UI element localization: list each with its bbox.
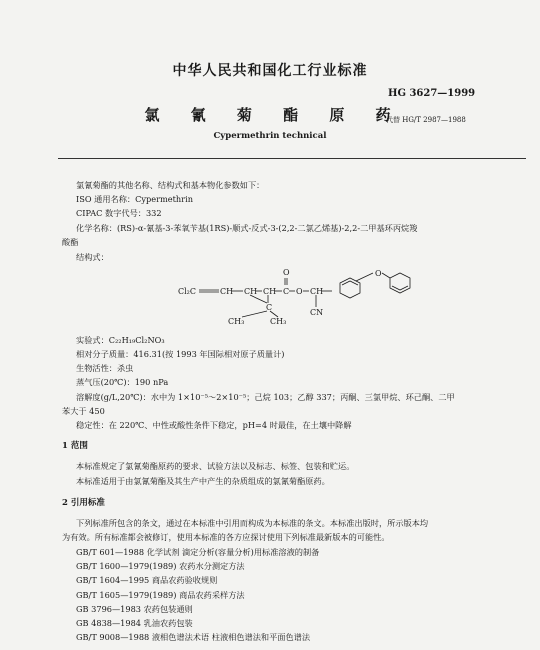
chemical-name-cont: 酸酯 (62, 237, 79, 247)
bio-activity: 生物活性：杀虫 (76, 363, 134, 373)
scope-paragraph: 本标准规定了氯氰菊酯原药的要求、试验方法以及标志、标签、包装和贮运。 (76, 461, 355, 471)
formula-ring-ch: CH (263, 287, 277, 296)
formula-quat-c: C (266, 303, 273, 312)
formula-ether-o: O (375, 269, 382, 278)
formula-ester-o: O (296, 287, 303, 296)
scope-paragraph: 本标准适用于由氯氰菊酯及其生产中产生的杂质组成的氯氰菊酯原药。 (76, 476, 330, 486)
formula-ch1: CH (220, 287, 234, 296)
formula-ch2: CH (244, 287, 258, 296)
solubility: 溶解度(g/L,20℃)：水中为 1×10⁻⁵～2×10⁻⁵；己烷 103；乙醇 337；丙酮、三氯甲烷、环己酮、二甲 (76, 392, 455, 402)
reference-item: GB 4838—1984 乳油农药包装 (76, 618, 193, 628)
cipac-code: CIPAC 数字代号：332 (76, 208, 162, 218)
replaces-note: 代替 HG/T 2987—1988 (386, 116, 466, 124)
reference-item: GB/T 9008—1988 液相色谱法术语 柱液相色谱法和平面色谱法 (76, 632, 311, 642)
structural-formula (170, 262, 420, 332)
vapor-pressure: 蒸气压(20℃)：190 nPa (76, 377, 169, 387)
standard-code: HG 3627—1999 (388, 88, 476, 99)
english-title: Cypermethrin technical (213, 131, 327, 141)
references-paragraph-cont: 为有效。所有标准都会被修订，使用本标准的各方应探讨使用下列标准最新版本的可能性。 (62, 532, 390, 542)
formula-cn: CN (310, 308, 324, 317)
document-title: 氯 氰 菊 酯 原 药 (144, 106, 396, 124)
chemical-name: 化学名称：(RS)-α-氰基-3-苯氧苄基(1RS)-顺式-反式-3-(2,2-二氯乙烯基)-2,2-二甲基环丙烷羧 (76, 223, 418, 233)
reference-item: GB/T 601—1988 化学试剂 滴定分析(容量分析)用标准溶液的制备 (76, 547, 320, 557)
intro-line: 氯氰菊酯的其他名称、结构式和基本物化参数如下： (76, 180, 265, 190)
stability: 稳定性：在 220℃、中性或酸性条件下稳定，pH=4 时最佳，在土壤中降解 (76, 420, 352, 430)
solubility-cont: 苯大于 450 (62, 406, 105, 416)
empirical-formula: 实验式：C₂₂H₁₉Cl₂NO₃ (76, 335, 165, 345)
section-heading-scope: 1 范围 (62, 441, 88, 451)
iso-name: ISO 通用名称：Cypermethrin (76, 194, 193, 204)
formula-cyano-ch: CH (310, 287, 324, 296)
formula-ch3-left: CH₃ (228, 317, 245, 326)
formula-ch3-right: CH₃ (270, 317, 287, 326)
formula-carbonyl-o: O (283, 268, 290, 277)
references-paragraph: 下列标准所包含的条文，通过在本标准中引用而构成为本标准的条文。本标准出版时，所示版本均 (76, 518, 429, 528)
standard-category-title: 中华人民共和国化工行业标准 (172, 63, 368, 79)
formula-carbonyl-c: C (283, 287, 290, 296)
header-divider (58, 158, 526, 159)
formula-cl2c: Cl₂C (178, 287, 197, 296)
reference-item: GB/T 1604—1995 商品农药验收规则 (76, 575, 218, 585)
molecular-mass: 相对分子质量：416.31(按 1993 年国际相对原子质量计) (76, 349, 285, 359)
structure-label: 结构式： (76, 252, 109, 262)
reference-item: GB/T 1600—1979(1989) 农药水分测定方法 (76, 561, 245, 571)
reference-item: GB 3796—1983 农药包装通则 (76, 604, 193, 614)
reference-item: GB/T 1605—1979(1989) 商品农药采样方法 (76, 590, 245, 600)
section-heading-references: 2 引用标准 (62, 498, 105, 508)
